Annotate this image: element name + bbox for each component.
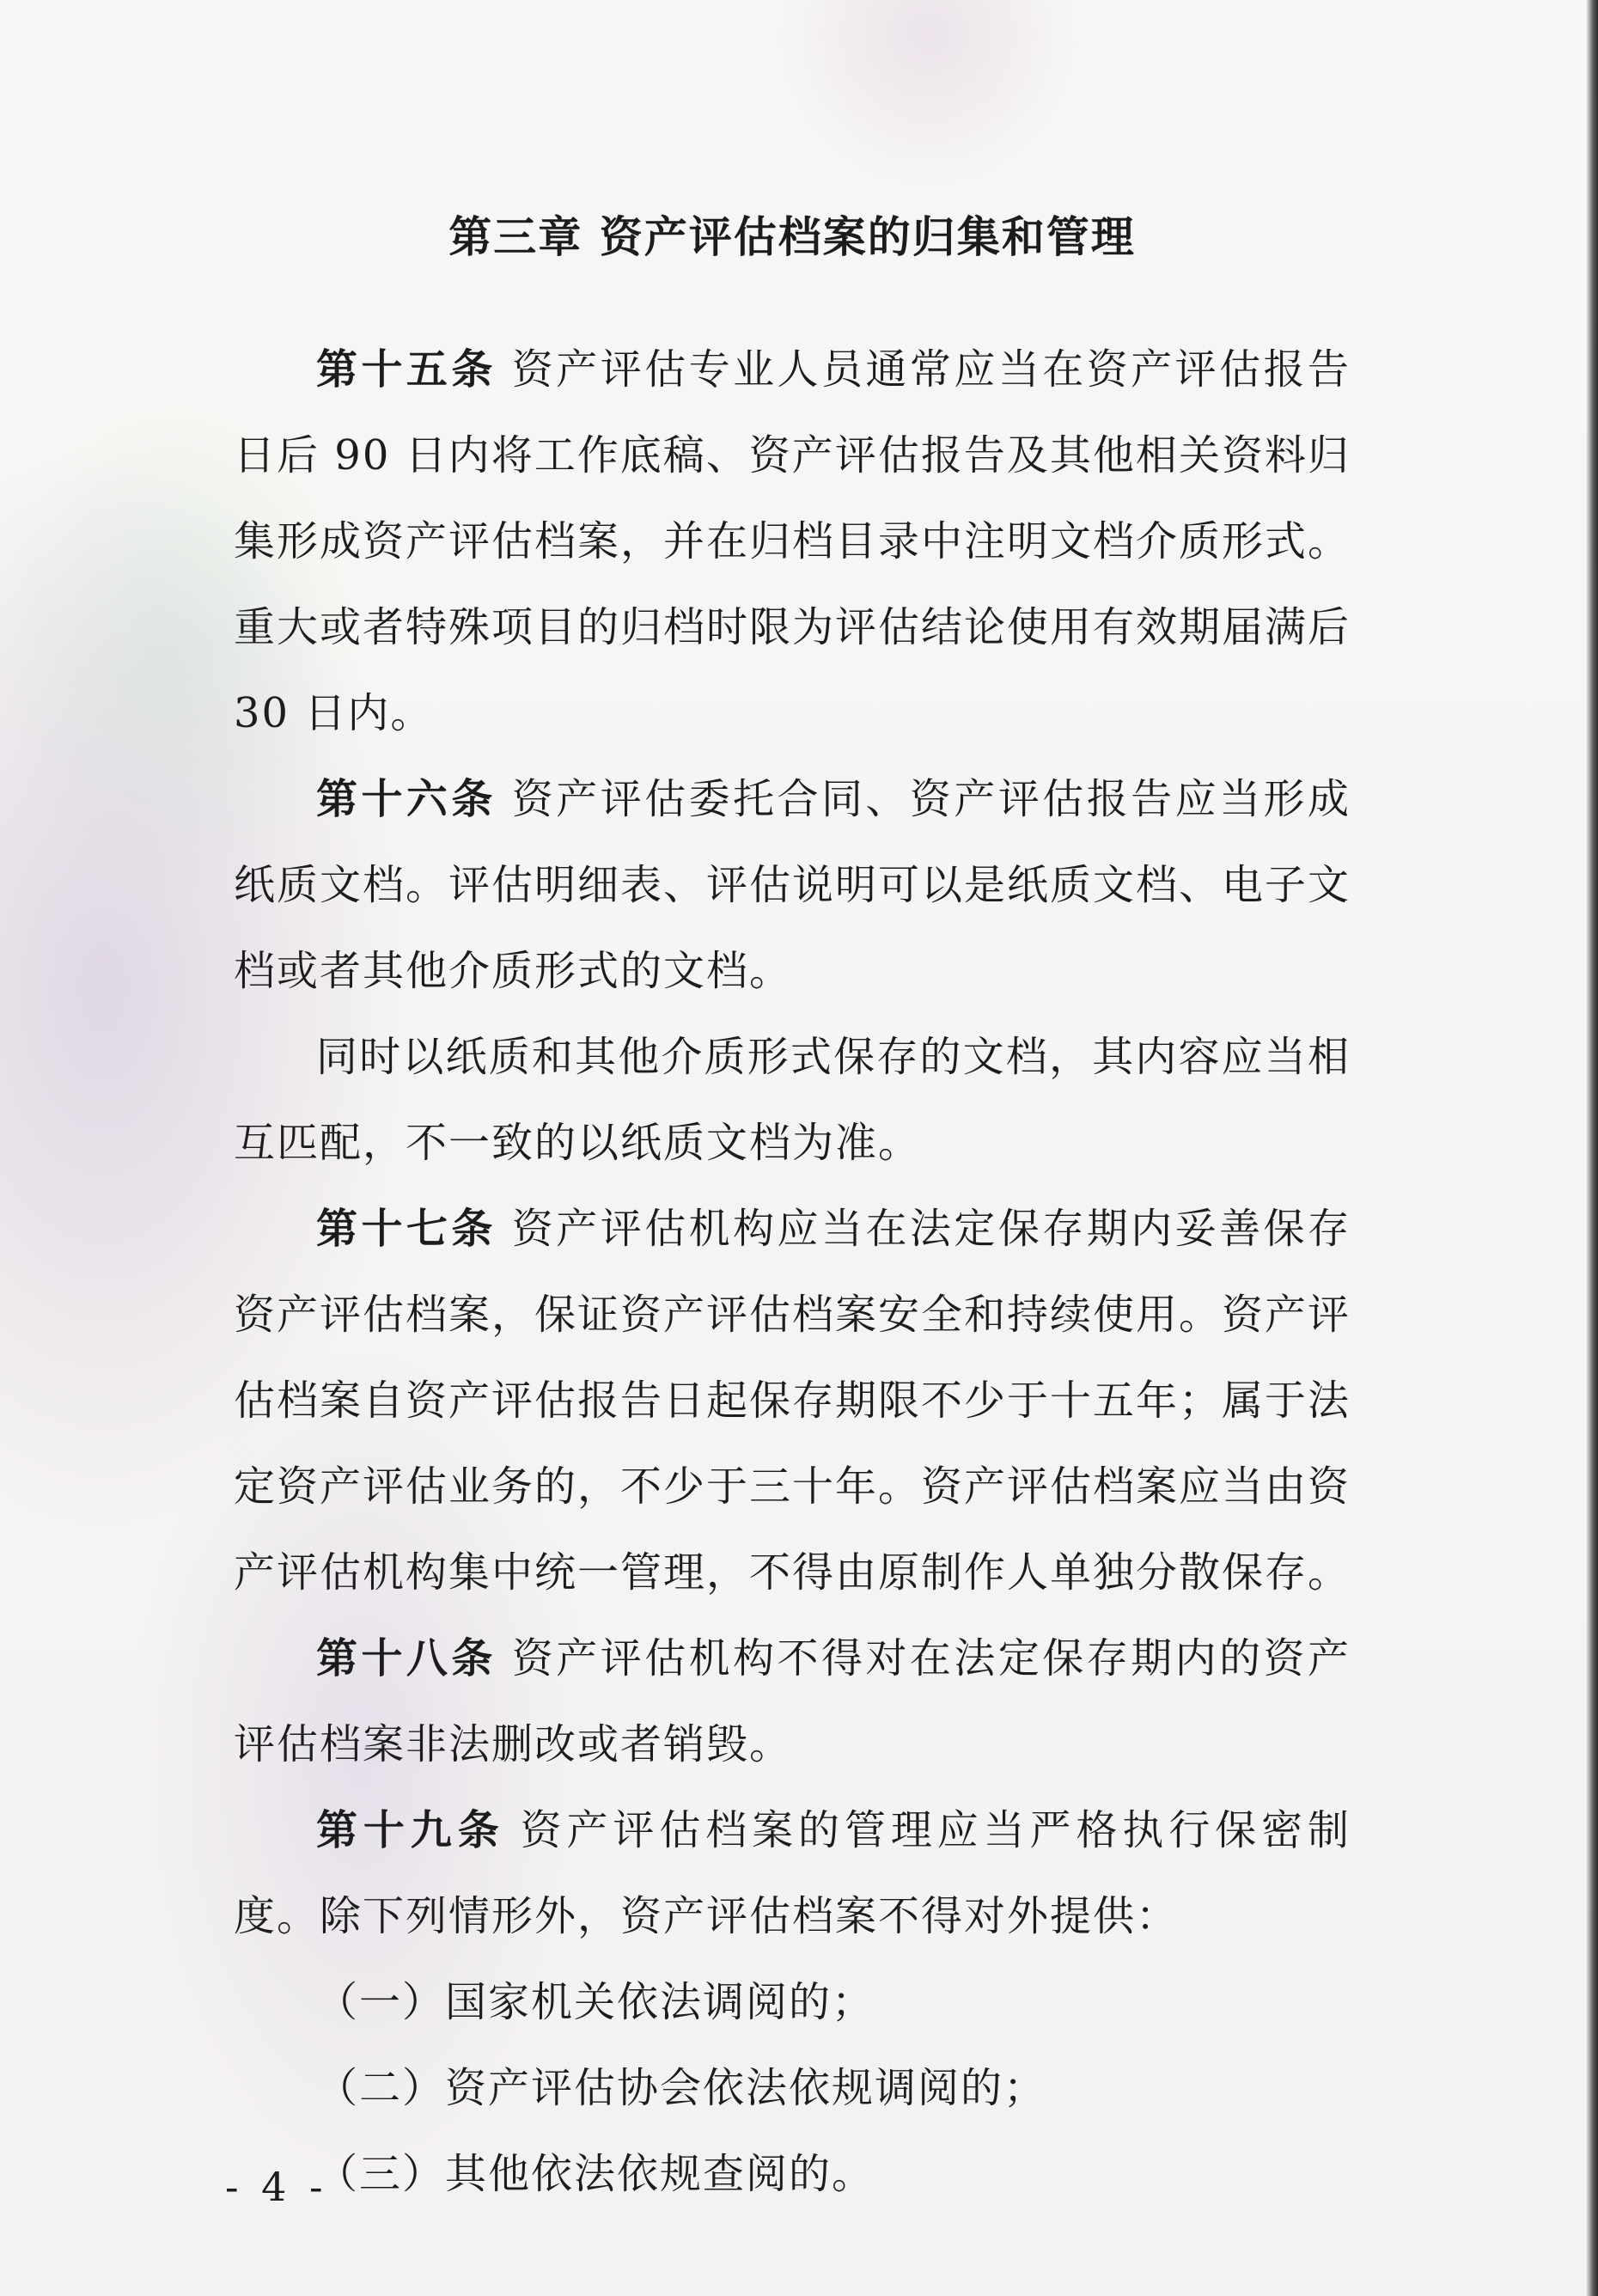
article-19-paragraph-1	[234, 1787, 1351, 1959]
article-19-label: 第十九条	[316, 1806, 505, 1854]
article-19-list-item-3: （三）其他依法依规查阅的。	[316, 2150, 875, 2198]
article-17-text: 资产评估机构应当在法定保存期内妥善保存资产评估档案，保证资产评估档案安全和持续使用。资产评估档案自资产评估报告日起保存期限不少于十五年；属于法定资产评估业务的，不少于三十年。资产评估档案应当由资产评估机构集中统一管理，不得由原制作人单独分散保存。	[234, 1205, 1351, 1597]
article-16-label: 第十六条	[316, 775, 497, 823]
article-15-text: 资产评估专业人员通常应当在资产评估报告日后 90 日内将工作底稿、资产评估报告及其他相关资料归集形成资产评估档案，并在归档目录中注明文档介质形式。重大或者特殊项目的归档时限为评估结论使用有效期届满后 30 日内。	[234, 345, 1351, 737]
article-16-text: 资产评估委托合同、资产评估报告应当形成纸质文档。评估明细表、评估说明可以是纸质文档、电子文档或者其他介质形式的文档。	[234, 775, 1351, 995]
article-18-label: 第十八条	[316, 1634, 497, 1682]
article-19-list-item-2: （二）资产评估协会依法依规调阅的；	[316, 2064, 1047, 2112]
article-18-paragraph-1	[234, 1615, 1351, 1787]
page-content	[234, 198, 1351, 2217]
article-15-label: 第十五条	[316, 345, 497, 394]
article-16-paragraph-2: 同时以纸质和其他介质形式保存的文档，其内容应当相互匹配，不一致的以纸质文档为准。	[234, 1033, 1351, 1167]
binding-shadow	[1586, 0, 1598, 2296]
article-15-paragraph-1	[234, 327, 1351, 756]
article-19-text: 资产评估档案的管理应当严格执行保密制度。除下列情形外，资产评估档案不得对外提供：	[234, 1806, 1351, 1940]
page-number: - 4 -	[225, 2164, 328, 2210]
article-16-paragraph-1	[234, 756, 1351, 1014]
article-19-list-item-1: （一）国家机关依法调阅的；	[316, 1978, 875, 2026]
chapter-title: 第三章 资产评估档案的归集和管理	[448, 212, 1136, 262]
article-17-label: 第十七条	[316, 1205, 497, 1253]
article-17-paragraph-1	[234, 1186, 1351, 1615]
article-18-text: 资产评估机构不得对在法定保存期内的资产评估档案非法删改或者销毁。	[234, 1634, 1351, 1768]
